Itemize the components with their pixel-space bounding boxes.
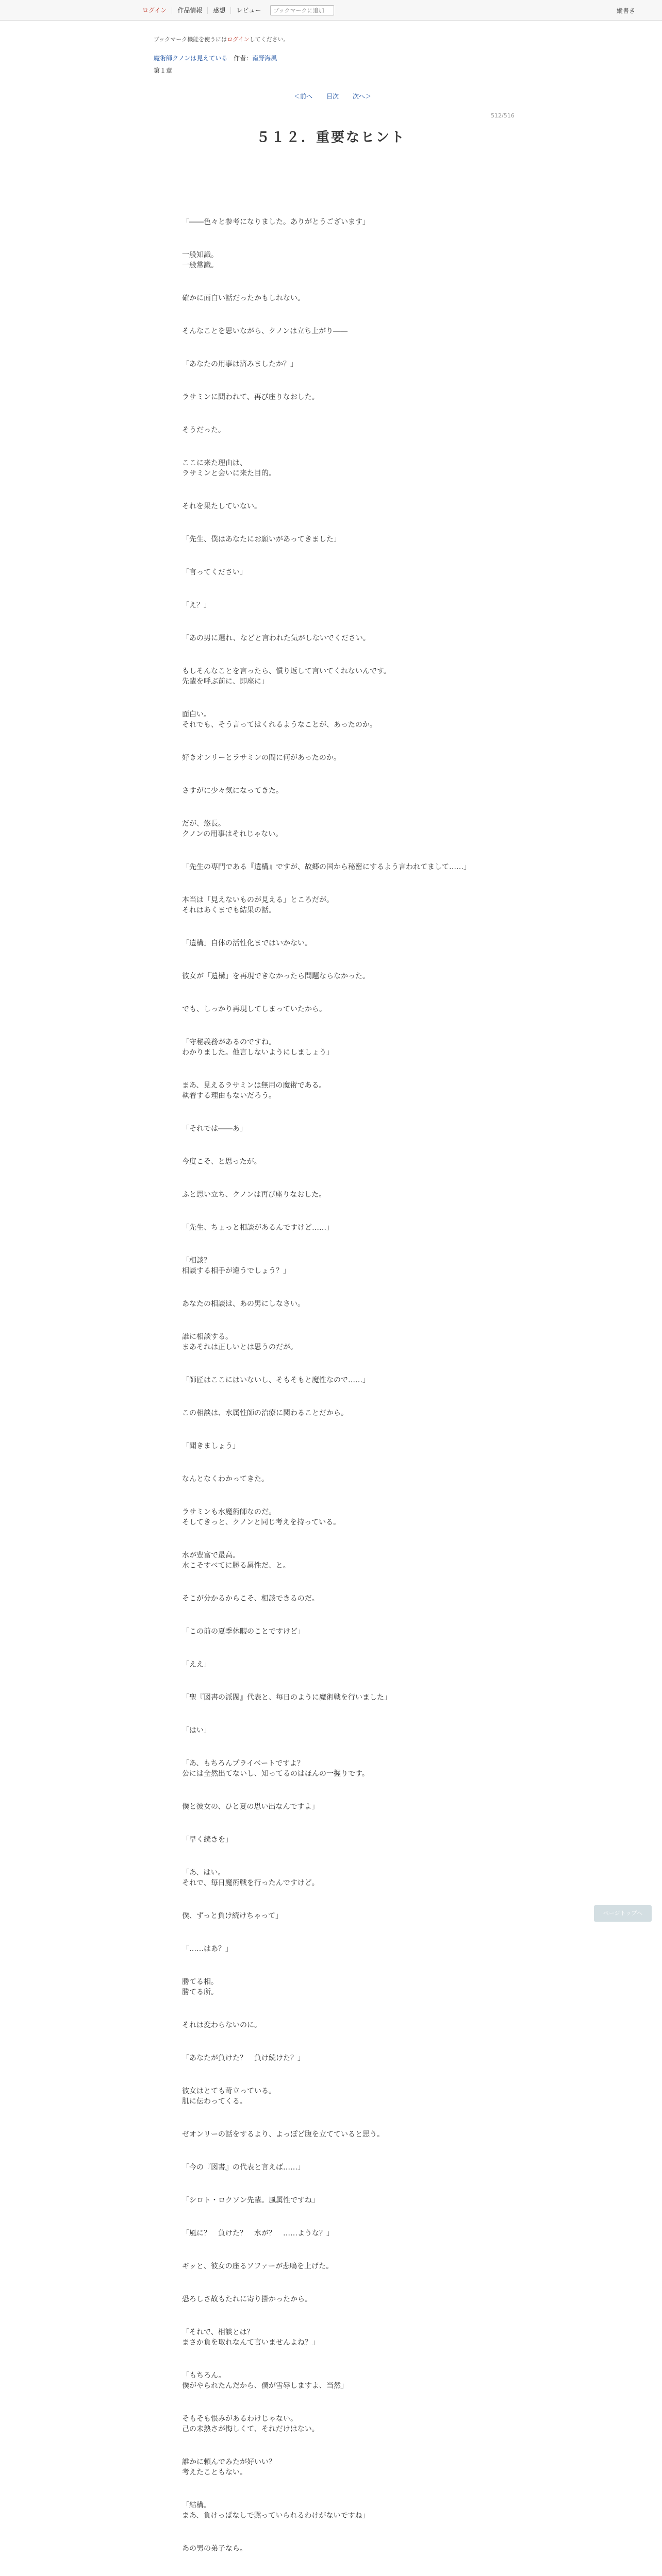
paragraph-gap bbox=[182, 2304, 491, 2327]
body-line: 誰に相談する。 bbox=[182, 1333, 233, 1341]
notice-login-link[interactable]: ログイン bbox=[227, 36, 250, 43]
paragraph-gap bbox=[182, 872, 491, 894]
paragraph-gap bbox=[182, 270, 491, 293]
episode-count: 512/516 bbox=[491, 112, 515, 119]
chapter-label: 第１章 bbox=[154, 67, 173, 74]
body-line: 本当は「見えないものが見える」ところだが。 bbox=[182, 896, 334, 904]
paragraph-gap bbox=[182, 1844, 491, 1867]
paragraph-gap bbox=[182, 1778, 491, 1801]
body-line: 「結構。 bbox=[182, 2501, 211, 2510]
work-info-link[interactable]: 作品情報 bbox=[172, 7, 207, 14]
paragraph-gap bbox=[182, 1166, 491, 1189]
paragraph-gap bbox=[182, 1636, 491, 1659]
paragraph-gap bbox=[182, 1811, 491, 1834]
paragraph-gap bbox=[182, 2520, 491, 2543]
body-line: あなたの相談は、あの男にしなさい。 bbox=[182, 1300, 305, 1308]
paragraph-gap bbox=[182, 402, 491, 425]
body-line: 僕、ずっと負け続けちゃって」 bbox=[182, 1912, 283, 1920]
review-link[interactable]: レビュー bbox=[230, 7, 266, 14]
novel-body bbox=[182, 216, 491, 2576]
body-line: 水が豊富で最高。 bbox=[182, 1551, 240, 1560]
paragraph-gap bbox=[182, 643, 491, 666]
paragraph-gap bbox=[182, 1199, 491, 1222]
body-line: そうだった。 bbox=[182, 426, 225, 434]
body-line: 「それでは――あ」 bbox=[182, 1125, 247, 1133]
body-line: 肌に伝わってくる。 bbox=[182, 2097, 247, 2106]
body-line: 水こそすべてに勝る属性だ、と。 bbox=[182, 1562, 290, 1570]
body-line: 「先生の専門である『遺構』ですが、故郷の国から秘密にするよう言われてまして……」 bbox=[182, 863, 471, 871]
body-line: クノンの用事はそれじゃない。 bbox=[182, 830, 283, 838]
paragraph-gap bbox=[182, 1014, 491, 1037]
body-line: そしてきっと、クノンと同じ考えを持っている。 bbox=[182, 1518, 341, 1527]
paragraph-gap bbox=[182, 1669, 491, 1692]
paragraph-gap bbox=[182, 303, 491, 326]
paragraph-gap bbox=[182, 2030, 491, 2053]
paragraph-gap bbox=[182, 2391, 491, 2413]
notice-suffix: してください。 bbox=[249, 36, 289, 43]
body-line: ゼオンリーの話をするより、よっぽど腹を立てていると思う。 bbox=[182, 2130, 384, 2139]
paragraph-gap bbox=[182, 1527, 491, 1550]
paragraph-gap bbox=[182, 762, 491, 785]
login-link[interactable]: ログイン bbox=[142, 7, 167, 14]
body-line: もしそんなことを言ったら、慣り返して言いてくれないんです。 bbox=[182, 667, 391, 675]
body-line: 「あ、もちろんプライベートですよ？ bbox=[182, 1759, 305, 1768]
body-line: 面白い。 bbox=[182, 710, 211, 719]
body-line: ここに来た理由は、 bbox=[182, 459, 247, 467]
body-line: そこが分かるからこそ、相談できるのだ。 bbox=[182, 1595, 319, 1603]
paragraph-gap bbox=[182, 1888, 491, 1910]
body-line: あの男の弟子なら。 bbox=[182, 2545, 247, 2553]
paragraph-gap bbox=[182, 1276, 491, 1298]
paragraph-gap bbox=[182, 610, 491, 633]
body-line: 己の未熟さが悔しくて、それだけはない。 bbox=[182, 2425, 319, 2433]
paragraph-gap bbox=[182, 2139, 491, 2162]
body-line: 執着する理由もないだろう。 bbox=[182, 1092, 276, 1100]
body-line: 公には全然出てないし、知ってるのはほんの一握りです。 bbox=[182, 1770, 369, 1778]
body-line: 好きオンリーとラサミンの間に何があったのか。 bbox=[182, 754, 341, 762]
body-line: 「聖『図書の派閥』代表と、毎日のように魔術戦を行いました」 bbox=[182, 1693, 391, 1702]
paragraph-gap bbox=[182, 2172, 491, 2195]
paragraph-gap bbox=[182, 1484, 491, 1506]
body-line: 彼女はとても苛立っている。 bbox=[182, 2087, 276, 2095]
bookmark-login-notice bbox=[154, 35, 289, 43]
body-line: それで、毎日魔術戦を行ったんですけど。 bbox=[182, 1879, 319, 1887]
top-nav bbox=[142, 0, 334, 21]
body-line: この相談は、水属性師の治療に関わることだから。 bbox=[182, 1409, 348, 1417]
body-line: 「シロト・ロクソン先輩。風属性ですね」 bbox=[182, 2196, 319, 2205]
series-title-link[interactable]: 魔術師クノンは見えている bbox=[154, 55, 228, 62]
paragraph-gap bbox=[182, 511, 491, 534]
paragraph-gap bbox=[182, 2238, 491, 2261]
body-line: 「……はあ？」 bbox=[182, 1945, 233, 1953]
paragraph-gap bbox=[182, 2434, 491, 2456]
paragraph-gap bbox=[182, 839, 491, 861]
paragraph-gap bbox=[182, 1057, 491, 1080]
paragraph-gap bbox=[182, 2271, 491, 2294]
paragraph-gap bbox=[182, 1418, 491, 1440]
bookmark-button[interactable]: ブックマークに追加 bbox=[270, 5, 334, 15]
author-link[interactable]: 南野海風 bbox=[252, 55, 277, 62]
paragraph-gap bbox=[182, 795, 491, 818]
body-line: 「言ってください」 bbox=[182, 568, 247, 577]
body-line: さすがに少々気になってきた。 bbox=[182, 787, 283, 795]
body-line: 「早く続きを」 bbox=[182, 1836, 233, 1844]
body-line: 「先生、ちょっと相談があるんですけど……」 bbox=[182, 1224, 334, 1232]
body-line: 考えたこともない。 bbox=[182, 2468, 247, 2477]
body-line: 「この前の夏季休暇のことですけど」 bbox=[182, 1628, 305, 1636]
body-line: 誰かに頼んでみたが好いい？ bbox=[182, 2458, 276, 2466]
paragraph-gap bbox=[182, 1735, 491, 1758]
body-line: まさか負を取れなんて言いませんよね？」 bbox=[182, 2338, 319, 2347]
body-line: 彼女が「遺構」を再現できなかったら問題ならなかった。 bbox=[182, 972, 370, 980]
paragraph-gap bbox=[182, 478, 491, 501]
paragraph-gap bbox=[182, 1385, 491, 1408]
body-line: ふと思い立ち、クノンは再び座りなおした。 bbox=[182, 1191, 326, 1199]
body-line: それを果たしていない。 bbox=[182, 502, 261, 511]
body-line: 「はい」 bbox=[182, 1726, 211, 1735]
author-label: 作者： bbox=[234, 55, 253, 62]
impressions-link[interactable]: 感想 bbox=[207, 7, 230, 14]
body-line: それは変わらないのに。 bbox=[182, 2021, 261, 2029]
body-line: なんとなくわかってきた。 bbox=[182, 1475, 269, 1483]
paragraph-gap bbox=[182, 1451, 491, 1473]
paragraph-gap bbox=[182, 1921, 491, 1943]
paragraph-gap bbox=[182, 2205, 491, 2228]
body-line: 恐ろしさ故もたれに寄り掛かったから。 bbox=[182, 2295, 312, 2303]
paragraph-gap bbox=[182, 2553, 491, 2576]
body-line: ラサミンも水魔術師なのだ。 bbox=[182, 1508, 276, 1516]
paragraph-gap bbox=[182, 336, 491, 359]
body-line: 僕がやられたんだから、僕が雪辱しますよ、当然」 bbox=[182, 2382, 348, 2390]
paragraph-gap bbox=[182, 369, 491, 392]
paragraph-gap bbox=[182, 1309, 491, 1331]
body-line: 「もちろん。 bbox=[182, 2371, 226, 2380]
paragraph-gap bbox=[182, 915, 491, 938]
body-line: そもそも恨みがあるわけじゃない。 bbox=[182, 2415, 297, 2423]
vertical-writing-toggle[interactable]: 縦書き bbox=[617, 7, 636, 14]
body-line: でも、しっかり再現してしまっていたから。 bbox=[182, 1005, 326, 1013]
paragraph-gap bbox=[182, 1997, 491, 2020]
top-bar bbox=[0, 0, 662, 21]
paragraph-gap bbox=[182, 1954, 491, 1976]
body-line: まあそれは正しいとは思うのだが。 bbox=[182, 1343, 297, 1351]
body-line: だが、悠長。 bbox=[182, 820, 225, 828]
body-line: 「先生、僕はあなたにお願いがあってきました」 bbox=[182, 535, 341, 544]
paragraph-gap bbox=[182, 1702, 491, 1725]
body-line: それでも、そう言ってはくれるようなことが、あったのか。 bbox=[182, 721, 377, 729]
paragraph-gap bbox=[182, 1570, 491, 1593]
paragraph-gap bbox=[182, 544, 491, 567]
body-line: 「――色々と参考になりました。ありがとうございます」 bbox=[182, 218, 370, 226]
body-line: そんなことを思いながら、クノンは立ち上がり―― bbox=[182, 327, 348, 335]
next-link[interactable]: 次へ＞ bbox=[352, 93, 371, 100]
toc-link[interactable]: 目次 bbox=[326, 93, 339, 100]
body-line: 「あ、はい。 bbox=[182, 1869, 225, 1877]
paragraph-gap bbox=[182, 948, 491, 971]
body-line: ラサミンと会いに来た目的。 bbox=[182, 469, 276, 478]
paragraph-gap bbox=[182, 435, 491, 457]
body-line: 「今の『図書』の代表と言えば……」 bbox=[182, 2163, 305, 2172]
body-line: 「遺構」自体の活性化まではいかない。 bbox=[182, 939, 312, 947]
body-line: まあ、見えるラサミンは無用の魔術である。 bbox=[182, 1081, 326, 1090]
paragraph-gap bbox=[182, 2477, 491, 2500]
page-top-button[interactable]: ページトップへ bbox=[594, 1905, 652, 1922]
body-line: ギッと、彼女の座るソファーが悲鳴を上げた。 bbox=[182, 2262, 334, 2270]
body-line: 一般知識。 bbox=[182, 251, 218, 259]
paragraph-gap bbox=[182, 2347, 491, 2370]
body-line: 勝てる相。 bbox=[182, 1978, 218, 1986]
body-line: 「聞きましょう」 bbox=[182, 1442, 240, 1450]
body-line: 「ええ」 bbox=[182, 1660, 211, 1669]
paragraph-gap bbox=[182, 1352, 491, 1375]
body-line: 今度こそ、と思ったが。 bbox=[182, 1158, 261, 1166]
paragraph-gap bbox=[182, 1232, 491, 1255]
body-line: 「風に？ 負けた？ 水が？ ……ような？」 bbox=[182, 2229, 334, 2238]
paragraph-gap bbox=[182, 981, 491, 1004]
body-line: 「あなたが負けた？ 負け続けた？」 bbox=[182, 2054, 305, 2062]
body-line: わかりました。他言しないようにしましょう」 bbox=[182, 1048, 334, 1057]
paragraph-gap bbox=[182, 2106, 491, 2129]
body-line: 僕と彼女の、ひと夏の思い出なんですよ」 bbox=[182, 1803, 319, 1811]
paragraph-gap bbox=[182, 1100, 491, 1123]
body-line: 「あなたの用事は済みましたか？」 bbox=[182, 360, 297, 368]
paragraph-gap bbox=[182, 730, 491, 752]
body-line: 「師匠はここにはいないし、そもそもと魔性なので……」 bbox=[182, 1376, 370, 1384]
body-line: 勝てる所。 bbox=[182, 1988, 218, 1996]
episode-title: ５１２．重要なヒント bbox=[256, 130, 406, 145]
body-line: それはあくまでも結果の話。 bbox=[182, 906, 276, 914]
notice-prefix: ブックマーク機能を使うには bbox=[154, 36, 227, 43]
body-line: 「それで、相談とは？ bbox=[182, 2328, 254, 2336]
paragraph-gap bbox=[182, 577, 491, 600]
body-line: 「守秘義務があるのですね。 bbox=[182, 1038, 276, 1046]
body-line: 先輩を呼ぶ前に、即座に」 bbox=[182, 677, 269, 686]
body-line: 確かに面白い話だったかもしれない。 bbox=[182, 294, 305, 302]
paragraph-gap bbox=[182, 2063, 491, 2086]
body-line: 「あの男に選れ、などと言われた気がしないでください。 bbox=[182, 634, 370, 642]
body-line: 相談する相手が違うでしょう？」 bbox=[182, 1267, 290, 1275]
series-info bbox=[154, 54, 277, 62]
pager-top bbox=[294, 92, 371, 100]
paragraph-gap bbox=[182, 227, 491, 249]
paragraph-gap bbox=[182, 1603, 491, 1626]
paragraph-gap bbox=[182, 1133, 491, 1156]
body-line: ラサミンに問われて、再び座りなおした。 bbox=[182, 393, 319, 401]
prev-link[interactable]: ＜前へ bbox=[294, 93, 313, 100]
body-line: 「え？」 bbox=[182, 601, 211, 609]
body-line: まあ、負けっぱなしで黙っていられるわけがないですね」 bbox=[182, 2512, 370, 2520]
paragraph-gap bbox=[182, 686, 491, 709]
body-line: 一般常識。 bbox=[182, 261, 218, 269]
body-line: 「相談？ bbox=[182, 1257, 211, 1265]
